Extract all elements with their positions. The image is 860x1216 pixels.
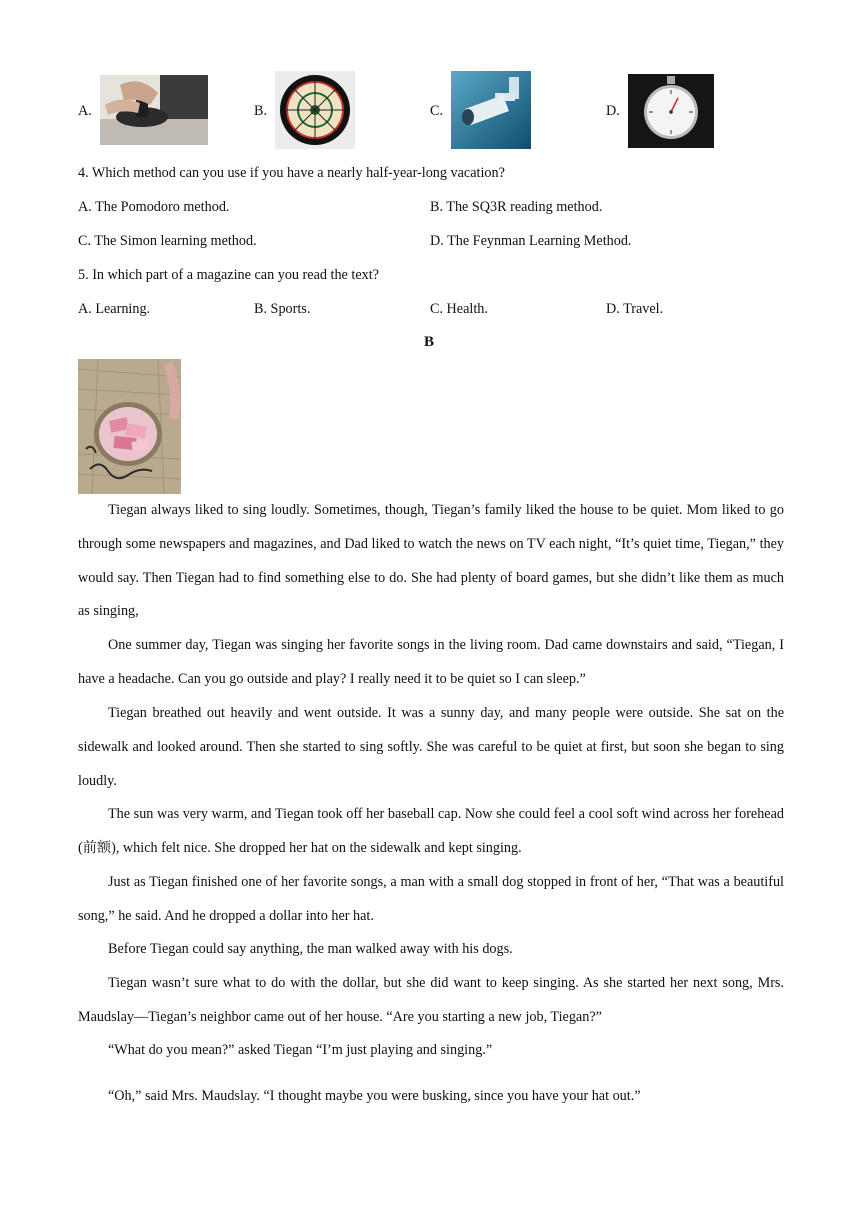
passage-paragraph-1: Tiegan always liked to sing loudly. Sometimes, though, Tiegan’s family liked the house to be quiet. Mom liked to go through some newspapers and magazines, and Dad liked to watch the news on TV each night, “It’s quiet time, Tiegan,” they would say. Then Tiegan had to find something else to do. She had plenty of board games, but she didn’t like them as much as singing, — [78, 502, 784, 620]
passage-paragraph-9: “Oh,” said Mrs. Maudslay. “I thought maybe you were busking, since you have your hat out.” — [108, 1088, 641, 1104]
q5-option-a: A. Learning. — [78, 301, 151, 317]
section-heading: B — [424, 334, 435, 350]
passage-paragraph-4: The sun was very warm, and Tiegan took off her baseball cap. Now she could feel a cool soft wind across her forehead (前额), which felt nice. She dropped her hat on the sidewalk and kept singing. — [78, 806, 784, 856]
q4-option-d: D. The Feynman Learning Method. — [430, 233, 632, 249]
question-4: 4. Which method can you use if you have a nearly half-year-long vacation? — [78, 165, 505, 181]
q5-option-d: D. Travel. — [606, 301, 664, 317]
question-5: 5. In which part of a magazine can you read the text? — [78, 267, 379, 283]
hat-with-money-icon — [78, 359, 181, 494]
stamp-icon — [100, 75, 208, 145]
option-a-letter: A. — [78, 103, 92, 119]
dartboard-icon — [275, 71, 355, 149]
security-camera-icon — [451, 71, 531, 149]
q4-option-a: A. The Pomodoro method. — [78, 199, 230, 215]
passage-paragraph-6: Before Tiegan could say anything, the man walked away with his dogs. — [108, 941, 513, 957]
option-d-letter: D. — [606, 103, 620, 119]
passage-paragraph-2: One summer day, Tiegan was singing her favorite songs in the living room. Dad came downstairs and said, “Tiegan, I have a headache. Can you go outside and play? I really need it to be quiet so I can sleep.” — [78, 637, 784, 687]
passage-paragraph-5: Just as Tiegan finished one of her favorite songs, a man with a small dog stopped in front of her, “That was a beautiful song,” he said. And he dropped a dollar into her hat. — [78, 874, 784, 924]
option-b-letter: B. — [254, 103, 268, 119]
q4-option-c: C. The Simon learning method. — [78, 233, 257, 249]
stopwatch-icon — [628, 74, 714, 148]
q5-option-c: C. Health. — [430, 301, 488, 317]
passage-paragraph-7: Tiegan wasn’t sure what to do with the dollar, but she did want to keep singing. As she started her next song, Mrs. Maudslay—Tiegan’s neighbor came out of her house. “Are you starting a new job, Tiegan?” — [78, 975, 784, 1025]
option-c-letter: C. — [430, 103, 444, 119]
q4-option-b: B. The SQ3R reading method. — [430, 199, 603, 215]
passage-paragraph-8: “What do you mean?” asked Tiegan “I’m just playing and singing.” — [108, 1042, 493, 1058]
q5-option-b: B. Sports. — [254, 301, 311, 317]
passage-paragraph-3: Tiegan breathed out heavily and went outside. It was a sunny day, and many people were outside. She sat on the sidewalk and looked around. Then she started to sing softly. She was careful to be quiet at first, but soon she began to sing loudly. — [78, 705, 784, 789]
